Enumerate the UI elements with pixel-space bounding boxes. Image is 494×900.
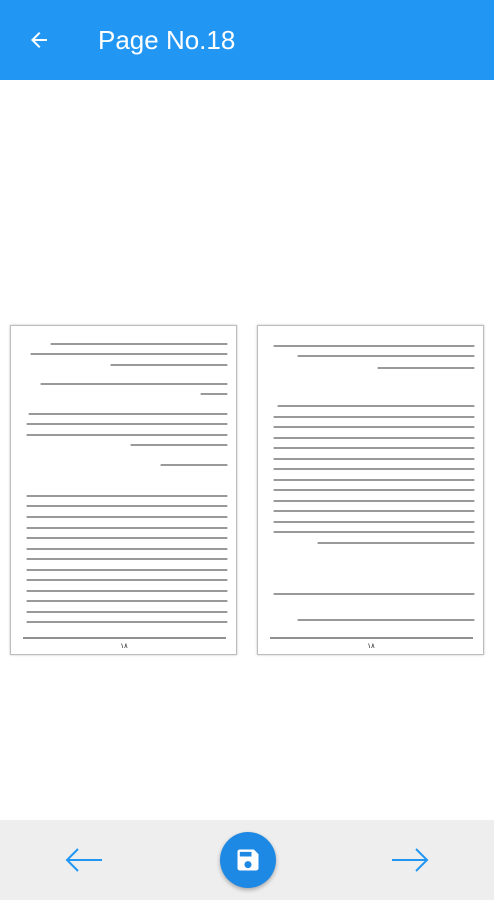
bottom-navigation-bar — [0, 820, 494, 900]
back-button[interactable] — [0, 0, 78, 80]
right-book-page[interactable] — [257, 325, 484, 655]
right-page-number: ۱۸ — [367, 642, 375, 650]
previous-page-button[interactable] — [44, 820, 124, 900]
left-page-number: ۱۸ — [120, 642, 128, 650]
left-book-page[interactable] — [10, 325, 237, 655]
save-button[interactable] — [220, 832, 276, 888]
left-page-text-lines — [11, 326, 237, 655]
page-viewer — [0, 80, 494, 820]
floppy-disk-icon — [234, 846, 262, 874]
next-page-button[interactable] — [370, 820, 450, 900]
arrow-right-icon — [390, 846, 430, 874]
right-page-text-lines — [258, 326, 484, 655]
arrow-left-icon — [64, 846, 104, 874]
page-title: Page No.18 — [98, 24, 236, 55]
arrow-back-icon — [27, 28, 51, 52]
app-bar — [0, 0, 494, 80]
